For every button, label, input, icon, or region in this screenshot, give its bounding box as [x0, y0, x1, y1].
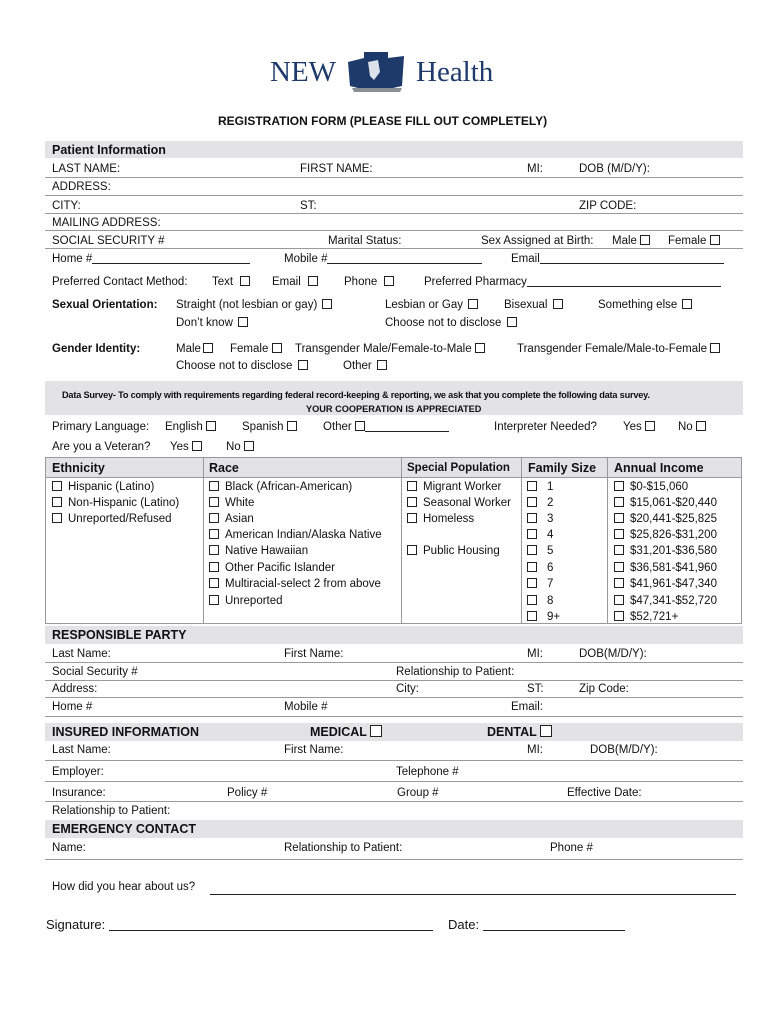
- divider: [45, 680, 743, 681]
- divider: [45, 716, 743, 717]
- family-checkbox[interactable]: [527, 611, 537, 621]
- so-lesbian-gay-checkbox[interactable]: [468, 299, 478, 309]
- special-label: Migrant Worker: [423, 481, 502, 493]
- so-choose-not-checkbox[interactable]: [507, 317, 517, 327]
- contact-text-option[interactable]: [212, 275, 250, 289]
- divider: [45, 801, 743, 802]
- family-checkbox[interactable]: [527, 497, 537, 507]
- gi-male-checkbox[interactable]: [203, 343, 213, 353]
- race-item[interactable]: [209, 577, 381, 591]
- interpreter-yes-label: Yes: [623, 421, 642, 433]
- family-label: 6: [547, 562, 554, 574]
- ethnicity-label: Hispanic (Latino): [68, 481, 155, 493]
- race-checkbox[interactable]: [209, 481, 219, 491]
- divider: [45, 760, 743, 761]
- race-label: Other Pacific Islander: [225, 562, 335, 574]
- lang-other-option[interactable]: [323, 420, 449, 434]
- income-label: $0-$15,060: [630, 481, 689, 493]
- ethnicity-label: Unreported/Refused: [68, 513, 172, 525]
- gi-trans-male-label: Transgender Male/Female-to-Male: [295, 343, 472, 355]
- sex-male-label: Male: [612, 235, 637, 247]
- special-checkbox[interactable]: [407, 513, 417, 523]
- gi-trans-female-option[interactable]: [517, 342, 720, 356]
- so-something-else-option[interactable]: [598, 298, 692, 312]
- so-bisexual-label: Bisexual: [504, 299, 548, 311]
- family-label: 4: [547, 529, 554, 541]
- so-bisexual-option[interactable]: [504, 298, 563, 312]
- income-checkbox[interactable]: [614, 529, 624, 539]
- patient-dob-field[interactable]: DOB (M/D/Y):: [579, 163, 650, 175]
- patient-first-name-field[interactable]: FIRST NAME:: [300, 163, 373, 175]
- so-something-else-label: Something else: [598, 299, 678, 311]
- gi-other-option[interactable]: [343, 359, 387, 373]
- income-item[interactable]: [614, 610, 678, 624]
- ethnicity-label: Non-Hispanic (Latino): [68, 497, 180, 509]
- gi-male-label: Male: [176, 343, 201, 355]
- divider: [45, 177, 743, 178]
- preferred-pharmacy-field[interactable]: [424, 275, 721, 289]
- family-label: 8: [547, 595, 554, 607]
- special-item[interactable]: [407, 512, 474, 526]
- sex-at-birth-label: Sex Assigned at Birth:: [481, 235, 594, 247]
- race-item[interactable]: [209, 594, 283, 608]
- so-straight-label: Straight (not lesbian or gay): [176, 299, 318, 311]
- sexual-orientation-label: Sexual Orientation:: [52, 299, 158, 311]
- sex-female-option[interactable]: [668, 234, 720, 248]
- race-item[interactable]: [209, 496, 254, 510]
- ethnicity-checkbox[interactable]: [52, 481, 62, 491]
- interpreter-no-label: No: [678, 421, 693, 433]
- family-checkbox[interactable]: [527, 595, 537, 605]
- rp-mobile-field[interactable]: Mobile #: [284, 701, 328, 713]
- responsible-party-title: RESPONSIBLE PARTY: [52, 628, 187, 642]
- ins-telephone-field[interactable]: Telephone #: [396, 766, 459, 778]
- lang-spanish-checkbox[interactable]: [287, 421, 297, 431]
- family-label: 3: [547, 513, 554, 525]
- preferred-pharmacy-label: Preferred Pharmacy: [424, 276, 527, 288]
- race-item[interactable]: [209, 512, 254, 526]
- patient-info-title: Patient Information: [52, 143, 166, 157]
- interpreter-yes-option[interactable]: [623, 420, 655, 434]
- insured-medical-checkbox[interactable]: [370, 725, 382, 737]
- income-label: $47,341-$52,720: [630, 595, 717, 607]
- contact-text-label: Text: [212, 276, 234, 288]
- home-label: Home #: [52, 253, 93, 265]
- special-checkbox[interactable]: [407, 545, 417, 555]
- special-label: Seasonal Worker: [423, 497, 511, 509]
- race-label: White: [225, 497, 255, 509]
- ins-insurance-field[interactable]: Insurance:: [52, 787, 106, 799]
- gi-trans-male-option[interactable]: [295, 342, 485, 356]
- ethnicity-item[interactable]: [52, 496, 179, 510]
- income-label: $52,721+: [630, 611, 679, 623]
- income-checkbox[interactable]: [614, 595, 624, 605]
- income-checkbox[interactable]: [614, 513, 624, 523]
- date-label: Date:: [448, 917, 480, 932]
- family-checkbox[interactable]: [527, 513, 537, 523]
- income-checkbox[interactable]: [614, 578, 624, 588]
- ins-first-name-field[interactable]: First Name:: [284, 744, 344, 756]
- family-checkbox[interactable]: [527, 578, 537, 588]
- emergency-contact-title: EMERGENCY CONTACT: [52, 822, 196, 836]
- patient-ssn-field[interactable]: SOCIAL SECURITY #: [52, 235, 165, 247]
- gi-trans-female-checkbox[interactable]: [710, 343, 720, 353]
- race-label: American Indian/Alaska Native: [225, 529, 382, 541]
- rp-email-field[interactable]: Email:: [511, 701, 543, 713]
- email-label: Email: [511, 253, 540, 265]
- race-checkbox[interactable]: [209, 562, 219, 572]
- lang-spanish-label: Spanish: [242, 421, 284, 433]
- how-heard-line: [210, 894, 736, 895]
- patient-marital-status-field[interactable]: Marital Status:: [328, 235, 402, 247]
- preferred-contact-label: Preferred Contact Method:: [52, 276, 188, 288]
- rp-relationship-field[interactable]: Relationship to Patient:: [396, 666, 515, 678]
- family-item[interactable]: [527, 544, 553, 558]
- so-lesbian-gay-label: Lesbian or Gay: [385, 299, 463, 311]
- contact-phone-label: Phone: [344, 276, 378, 288]
- col-divider: [607, 457, 608, 624]
- veteran-yes-option[interactable]: [170, 440, 202, 454]
- interpreter-no-checkbox[interactable]: [696, 421, 706, 431]
- insured-info-title: INSURED INFORMATION: [52, 725, 199, 739]
- sex-male-option[interactable]: [612, 234, 650, 248]
- income-item[interactable]: [614, 512, 717, 526]
- contact-text-checkbox[interactable]: [240, 276, 250, 286]
- veteran-label: Are you a Veteran?: [52, 441, 151, 453]
- family-item[interactable]: [527, 528, 553, 542]
- divider: [45, 230, 743, 231]
- family-label: 2: [547, 497, 554, 509]
- veteran-no-checkbox[interactable]: [244, 441, 254, 451]
- patient-zip-field[interactable]: ZIP CODE:: [579, 200, 637, 212]
- race-label: Asian: [225, 513, 254, 525]
- income-label: $20,441-$25,825: [630, 513, 717, 525]
- rp-home-field[interactable]: Home #: [52, 701, 93, 713]
- col-divider: [203, 457, 204, 624]
- family-size-header: Family Size: [528, 461, 597, 475]
- income-item[interactable]: [614, 496, 717, 510]
- divider: [45, 781, 743, 782]
- lang-other-label: Other: [323, 421, 352, 433]
- contact-email-label: Email: [272, 276, 301, 288]
- annual-income-header: Annual Income: [614, 461, 704, 475]
- ec-phone-field[interactable]: Phone #: [550, 842, 593, 854]
- veteran-no-option[interactable]: [226, 440, 254, 454]
- col-divider: [401, 457, 402, 624]
- income-checkbox[interactable]: [614, 545, 624, 555]
- family-label: 7: [547, 578, 554, 590]
- insured-medical-label: MEDICAL: [310, 725, 367, 739]
- interpreter-no-option[interactable]: [678, 420, 706, 434]
- special-item[interactable]: [407, 480, 501, 494]
- form-title: REGISTRATION FORM (PLEASE FILL OUT COMPLETELY): [218, 114, 548, 128]
- logo-text-new: NEW: [270, 56, 337, 88]
- patient-mobile-field[interactable]: [284, 252, 482, 266]
- logo-emblem-icon: [344, 50, 408, 94]
- ins-effective-date-field[interactable]: Effective Date:: [567, 787, 642, 799]
- ins-policy-field[interactable]: Policy #: [227, 787, 268, 799]
- gi-trans-male-checkbox[interactable]: [475, 343, 485, 353]
- income-checkbox[interactable]: [614, 497, 624, 507]
- race-item[interactable]: [209, 480, 352, 494]
- col-divider: [521, 457, 522, 624]
- special-checkbox[interactable]: [407, 497, 417, 507]
- race-label: Black (African-American): [225, 481, 353, 493]
- divider: [45, 213, 743, 214]
- patient-mi-field[interactable]: MI:: [527, 163, 543, 175]
- rp-last-name-field[interactable]: Last Name:: [52, 648, 111, 660]
- race-checkbox[interactable]: [209, 545, 219, 555]
- contact-phone-option[interactable]: [344, 275, 394, 289]
- contact-phone-checkbox[interactable]: [384, 276, 394, 286]
- family-item[interactable]: [527, 577, 553, 591]
- income-label: $25,826-$31,200: [630, 529, 717, 541]
- ethnicity-checkbox[interactable]: [52, 513, 62, 523]
- gi-choose-not-label: Choose not to disclose: [176, 360, 293, 372]
- special-label: Homeless: [423, 513, 475, 525]
- race-checkbox[interactable]: [209, 497, 219, 507]
- ins-relationship-field[interactable]: Relationship to Patient:: [52, 805, 171, 817]
- rp-city-field[interactable]: City:: [396, 683, 419, 695]
- data-survey-line2: YOUR COOPERATION IS APPRECIATED: [306, 404, 482, 414]
- ins-mi-field[interactable]: MI:: [527, 744, 543, 756]
- income-label: $36,581-$41,960: [630, 562, 717, 574]
- patient-address-field[interactable]: ADDRESS:: [52, 181, 111, 193]
- special-checkbox[interactable]: [407, 481, 417, 491]
- gi-male-option[interactable]: [176, 342, 213, 356]
- so-bisexual-checkbox[interactable]: [553, 299, 563, 309]
- so-lesbian-gay-option[interactable]: [385, 298, 478, 312]
- income-item[interactable]: [614, 594, 717, 608]
- gi-female-option[interactable]: [230, 342, 282, 356]
- family-item[interactable]: [527, 496, 553, 510]
- so-something-else-checkbox[interactable]: [682, 299, 692, 309]
- sex-male-checkbox[interactable]: [640, 235, 650, 245]
- veteran-yes-label: Yes: [170, 441, 189, 453]
- income-label: $15,061-$20,440: [630, 497, 717, 509]
- rp-ssn-field[interactable]: Social Security #: [52, 666, 138, 678]
- race-label: Native Hawaiian: [225, 545, 309, 557]
- signature-label: Signature:: [46, 917, 106, 932]
- race-item[interactable]: [209, 544, 308, 558]
- income-checkbox[interactable]: [614, 611, 624, 621]
- gi-choose-not-checkbox[interactable]: [298, 360, 308, 370]
- gi-choose-not-option[interactable]: [176, 359, 308, 373]
- signature-field[interactable]: [46, 917, 433, 932]
- family-label: 5: [547, 545, 554, 557]
- logo: [270, 50, 520, 100]
- so-dont-know-checkbox[interactable]: [238, 317, 248, 327]
- veteran-yes-checkbox[interactable]: [192, 441, 202, 451]
- ec-relationship-field[interactable]: Relationship to Patient:: [284, 842, 403, 854]
- patient-email-field[interactable]: [511, 252, 724, 266]
- family-checkbox[interactable]: [527, 529, 537, 539]
- patient-st-field[interactable]: ST:: [300, 200, 317, 212]
- so-choose-not-option[interactable]: [385, 316, 517, 330]
- rp-zip-field[interactable]: Zip Code:: [579, 683, 629, 695]
- lang-spanish-option[interactable]: [242, 420, 297, 434]
- income-checkbox[interactable]: [614, 562, 624, 572]
- so-straight-checkbox[interactable]: [322, 299, 332, 309]
- insured-dental-label: DENTAL: [487, 725, 537, 739]
- rp-st-field[interactable]: ST:: [527, 683, 544, 695]
- ethnicity-checkbox[interactable]: [52, 497, 62, 507]
- race-item[interactable]: [209, 561, 335, 575]
- gi-other-checkbox[interactable]: [377, 360, 387, 370]
- income-label: $41,961-$47,340: [630, 578, 717, 590]
- sex-female-checkbox[interactable]: [710, 235, 720, 245]
- so-dont-know-option[interactable]: [176, 316, 248, 330]
- race-checkbox[interactable]: [209, 513, 219, 523]
- insured-medical-option[interactable]: [310, 725, 382, 739]
- income-checkbox[interactable]: [614, 481, 624, 491]
- family-checkbox[interactable]: [527, 545, 537, 555]
- ethnicity-header: Ethnicity: [52, 461, 105, 475]
- family-item[interactable]: [527, 594, 553, 608]
- ins-last-name-field[interactable]: Last Name:: [52, 744, 111, 756]
- family-label: 9+: [547, 611, 561, 623]
- special-item[interactable]: [407, 496, 511, 510]
- so-dont-know-label: Don’t know: [176, 317, 233, 329]
- patient-mailing-address-field[interactable]: MAILING ADDRESS:: [52, 217, 161, 229]
- how-heard-field[interactable]: How did you hear about us?: [52, 881, 196, 893]
- so-choose-not-label: Choose not to disclose: [385, 317, 502, 329]
- ins-employer-field[interactable]: Employer:: [52, 766, 104, 778]
- divider: [45, 662, 743, 663]
- ethnicity-item[interactable]: [52, 480, 154, 494]
- divider: [45, 859, 743, 860]
- income-item[interactable]: [614, 577, 717, 591]
- interpreter-yes-checkbox[interactable]: [645, 421, 655, 431]
- lang-english-label: English: [165, 421, 203, 433]
- family-checkbox[interactable]: [527, 481, 537, 491]
- rp-address-field[interactable]: Address:: [52, 683, 98, 695]
- race-checkbox[interactable]: [209, 529, 219, 539]
- rp-dob-field[interactable]: DOB(M/D/Y):: [579, 648, 647, 660]
- divider: [45, 195, 743, 196]
- divider: [45, 477, 742, 478]
- divider: [45, 248, 743, 249]
- race-item[interactable]: [209, 528, 382, 542]
- veteran-no-label: No: [226, 441, 241, 453]
- patient-home-field[interactable]: [52, 252, 250, 266]
- special-label: Public Housing: [423, 545, 500, 557]
- income-label: $31,201-$36,580: [630, 545, 717, 557]
- lang-english-option[interactable]: [165, 420, 216, 434]
- ins-dob-field[interactable]: DOB(M/D/Y):: [590, 744, 658, 756]
- interpreter-label: Interpreter Needed?: [494, 421, 597, 433]
- ec-name-field[interactable]: Name:: [52, 842, 86, 854]
- gi-trans-female-label: Transgender Female/Male-to-Female: [517, 343, 708, 355]
- ethnicity-item[interactable]: [52, 512, 172, 526]
- race-header: Race: [209, 461, 239, 475]
- insured-dental-option[interactable]: [487, 725, 552, 739]
- family-checkbox[interactable]: [527, 562, 537, 572]
- so-straight-option[interactable]: [176, 298, 332, 312]
- sex-female-label: Female: [668, 235, 707, 247]
- gi-female-label: Female: [230, 343, 269, 355]
- race-checkbox[interactable]: [209, 595, 219, 605]
- family-item[interactable]: [527, 480, 553, 494]
- mobile-label: Mobile #: [284, 253, 328, 265]
- rp-mi-field[interactable]: MI:: [527, 648, 543, 660]
- insured-dental-checkbox[interactable]: [540, 725, 552, 737]
- data-survey-line1: Data Survey- To comply with requirements regarding federal record-keeping & reporting, we ask that you complete the following data survey.: [62, 390, 650, 400]
- logo-text-health: Health: [416, 56, 494, 88]
- patient-last-name-field[interactable]: LAST NAME:: [52, 163, 121, 175]
- race-checkbox[interactable]: [209, 578, 219, 588]
- date-field[interactable]: [448, 917, 625, 932]
- primary-language-label: Primary Language:: [52, 421, 150, 433]
- gi-female-checkbox[interactable]: [272, 343, 282, 353]
- income-item[interactable]: [614, 544, 717, 558]
- family-label: 1: [547, 481, 554, 493]
- contact-email-option[interactable]: [272, 275, 318, 289]
- lang-other-checkbox[interactable]: [355, 421, 365, 431]
- ins-group-field[interactable]: Group #: [397, 787, 439, 799]
- contact-email-checkbox[interactable]: [308, 276, 318, 286]
- race-label: Multiracial-select 2 from above: [225, 578, 381, 590]
- family-item[interactable]: [527, 512, 553, 526]
- race-label: Unreported: [225, 595, 283, 607]
- income-item[interactable]: [614, 528, 717, 542]
- special-population-header: Special Population: [407, 462, 510, 474]
- divider: [45, 697, 743, 698]
- income-item[interactable]: [614, 561, 717, 575]
- gender-identity-label: Gender Identity:: [52, 343, 141, 355]
- patient-city-field[interactable]: CITY:: [52, 200, 81, 212]
- gi-other-label: Other: [343, 360, 372, 372]
- special-item[interactable]: [407, 544, 500, 558]
- rp-first-name-field[interactable]: First Name:: [284, 648, 344, 660]
- family-item[interactable]: [527, 561, 553, 575]
- income-item[interactable]: [614, 480, 688, 494]
- lang-english-checkbox[interactable]: [206, 421, 216, 431]
- family-item[interactable]: [527, 610, 560, 624]
